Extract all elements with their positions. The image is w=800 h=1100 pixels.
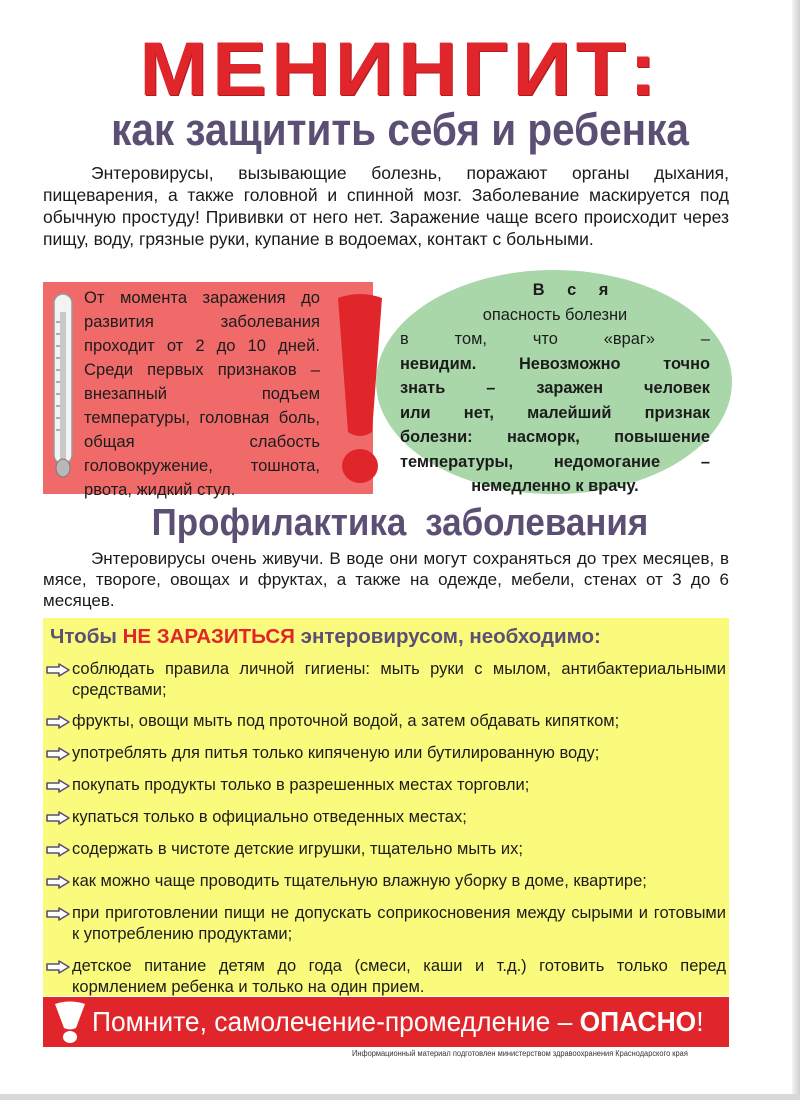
page-title: МЕНИНГИТ:	[139, 27, 661, 112]
scan-bottom-edge	[0, 1094, 800, 1100]
symptoms-text: От момента заражения до развития заболевания проходит от 2 до 10 дней. Среди первых признаков – внезапный подъем температуры, головная боль, общая слабость головокружение, тошнота, рвота, жидкий стул.	[84, 288, 320, 499]
arrow-right-outline-icon	[46, 871, 72, 892]
rules-heading-after: энтеровирусом, необходимо:	[294, 625, 601, 648]
rule-item	[46, 871, 726, 892]
danger-text	[400, 278, 710, 499]
rule-item	[46, 839, 726, 860]
scan-edge	[792, 0, 800, 1100]
intro-paragraph: Энтеровирусы, вызывающие болезнь, поражают органы дыхания, пищеварения, а также головной и спинной мозг. Заболевание маскируется под обычную простуду! Прививки от него нет. Заражение чаще всего происходит через пищу, воду, грязные руки, купание в водоемах, контакт с больными.	[43, 163, 729, 249]
rule-item	[46, 807, 726, 828]
rule-text: при приготовлении пищи не допускать соприкосновения между сырыми и готовыми к употреблению продуктами;	[72, 904, 726, 943]
danger-line: опасность болезни	[482, 305, 628, 324]
arrow-right-outline-icon	[46, 743, 72, 764]
arrow-right-outline-icon	[46, 839, 72, 860]
rule-text: употреблять для питья только кипяченую или бутилированную воду;	[72, 744, 600, 762]
page-subtitle: как защитить себя и ребенка	[111, 104, 689, 155]
arrow-right-outline-icon	[46, 711, 72, 732]
rule-item	[46, 903, 726, 945]
rule-text: фрукты, овощи мыть под проточной водой, а затем обдавать кипятком;	[72, 712, 620, 730]
danger-line: знать – заражен человек	[400, 379, 710, 397]
warning-text-end: !	[696, 1006, 704, 1037]
thermometer-icon	[48, 292, 78, 478]
danger-line: немедленно к врачу.	[471, 477, 639, 495]
arrow-right-outline-icon	[46, 659, 72, 680]
rule-text: содержать в чистоте детские игрушки, тщательно мыть их;	[72, 840, 523, 858]
rule-item	[46, 659, 726, 701]
rules-heading	[50, 624, 726, 650]
rule-text: покупать продукты только в разрешенных местах торговли;	[72, 776, 530, 794]
rule-text: соблюдать правила личной гигиены: мыть руки с мылом, антибактериальными средствами;	[72, 660, 726, 699]
arrow-right-outline-icon	[46, 903, 72, 924]
danger-line: невидим. Невозможно точно	[400, 354, 710, 373]
warning-text-main: Помните, самолечение-промедление –	[92, 1006, 580, 1037]
prevention-title: Профилактика заболевания	[151, 502, 649, 544]
rule-item	[46, 775, 726, 796]
rule-text: купаться только в официально отведенных местах;	[72, 808, 467, 826]
arrow-right-outline-icon	[46, 775, 72, 796]
rule-item	[46, 743, 726, 764]
rules-heading-before: Чтобы	[50, 625, 123, 648]
arrow-right-outline-icon	[46, 807, 72, 828]
arrow-right-outline-icon	[46, 956, 72, 977]
danger-line: болезни: насморк, повышение	[400, 428, 710, 446]
danger-line: температуры, недомогание –	[400, 452, 710, 471]
danger-line: В с я	[532, 281, 618, 299]
rules-heading-emphasis: НЕ ЗАРАЗИТЬСЯ	[122, 625, 295, 648]
danger-line: в том, что «враг» –	[400, 330, 710, 348]
rule-item	[46, 956, 726, 998]
warning-text-emphasis: ОПАСНО	[579, 1006, 697, 1037]
rule-text: детское питание детям до года (смеси, каши и т.д.) готовить только перед кормлением ребенка и только на один прием.	[72, 957, 726, 996]
rule-item	[46, 711, 726, 732]
prevention-intro: Энтеровирусы очень живучи. В воде они могут сохраняться до трех месяцев, в мясе, твороге, овощах и фруктах, а также на одежде, мебели, стенах от 3 до 6 месяцев.	[43, 549, 729, 610]
rule-text: как можно чаще проводить тщательную влажную уборку в доме, квартире;	[72, 872, 647, 890]
exclamation-icon	[52, 1000, 88, 1044]
rules-list	[46, 659, 726, 998]
footer-note: Информационный материал подготовлен министерством здравоохранения Краснодарского края	[352, 1049, 688, 1058]
warning-text	[92, 1004, 704, 1040]
danger-line: или нет, малейший признак	[400, 403, 710, 422]
